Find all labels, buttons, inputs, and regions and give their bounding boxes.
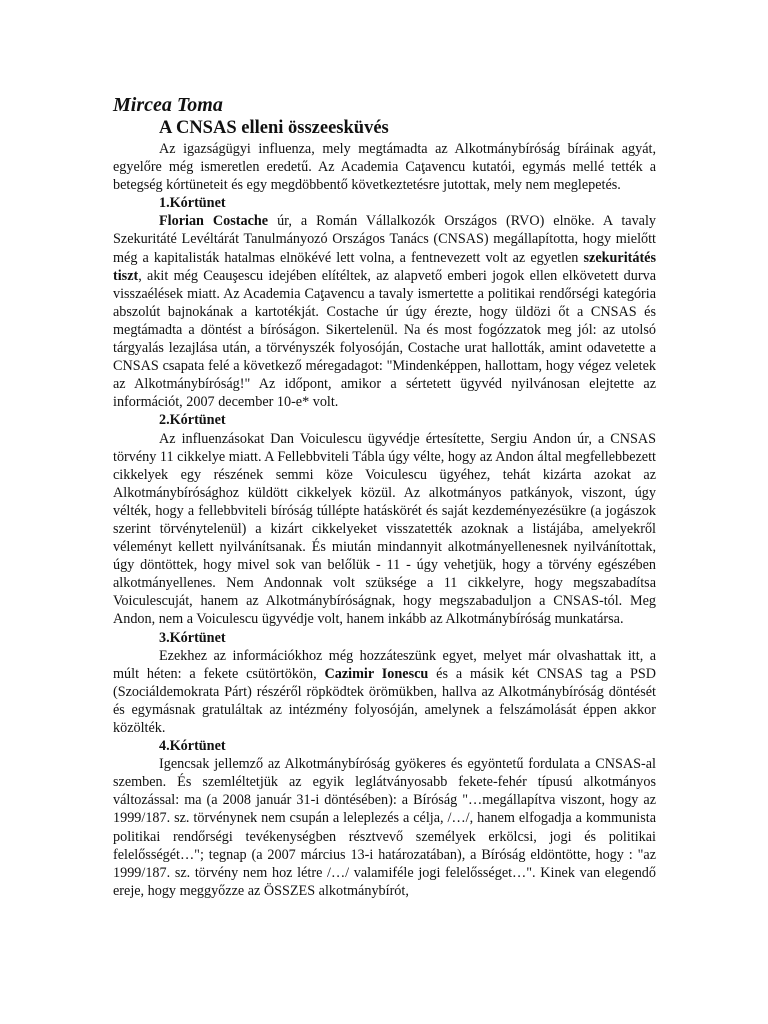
section-paragraph-3 [113,647,656,737]
text-run: Ezekhez az információkhoz még hozzáteszünk egyet, melyet már olvashattak itt, a múlt héten: a fekete csütörtökön, [113,647,656,682]
section-heading-1: 1.Kórtünet [159,195,226,212]
section-paragraph-4: Igencsak jellemző az Alkotmánybíróság gyökeres és egyöntetű fordulata a CNSAS-al szemben. És szemléltetjük az egyik leglátványosabb fekete-fehér típusú alkotmányos változással: ma (a 2008 január 31-i döntésében): a Bíróság "…megállapítva viszont, hogy az 1999/187. sz. törvénynek nem csupán a leleplezés a célja, /…/, hanem elfogadja a kommunista politikai rendőrségi tevékenységben résztvevő személyek erkölcsi, jogi és politikai felelősségét…"; tegnap (a 2007 március 13-i határozatában), a Bíróság eldöntötte, hogy : "az 1999/187. sz. törvény nem hoz létre /…/ valamiféle jogi felelősséget…". Kinek van elegendő ereje, hogy meggyőzze az ÖSSZES alkotmánybírót, [113,756,656,899]
section-heading-3: 3.Kórtünet [159,629,226,646]
text-run: úr, a Román Vállalkozók Országos (RVO) elnöke. A tavaly Szekuritáté Levéltárát Tanulmányozó Országos Tanács (CNSAS) megállapította, hogy mielőtt még a kapitalisták hatalmas elnökévé lett volna, a fentnevezett volt az egyetlen [113,213,656,266]
section-heading-4: 4.Kórtünet [159,738,226,755]
text-run: , akit még Ceauşescu idejében elítéltek, az alapvető emberi jogok ellen elkövetett durva visszaélések miatt. Az Academia Caţavencu a tavaly ismertette a politikai rendőrségi kategória abszolút bajnokának a kartotékját. Costache úr úgy érezte, hogy üldözi őt a CNSAS és megtámadta a döntést a bíróságon. Sikertelenül. Na és most fogózzatok meg jól: az utolsó tárgyalás lezajlása után, a törvényszék folyosóján, Costache urat hallották, amint odavetette a CNSAS csapata felé a következő méregadagot: "Mindenképpen, hallottam, hogy végez veletek az Alkotmánybíróság!" Az időpont, amikor a sértetett ügyvéd nyilvánosan elejtette az információt, 2007 december 10-e* volt. [113,267,656,411]
emphasis-szekuritates-tiszt: szekuritátés tiszt [113,249,656,284]
person-name-costache: Florian Costache [159,213,269,230]
section-paragraph-2: Az influenzásokat Dan Voiculescu ügyvédje értesítette, Sergiu Andon úr, a CNSAS törvény 11 cikkelye miatt. A Fellebbviteli Tábla úgy vélte, hogy az Andon által megfellebbezett cikkelyek egy részének semmi köze Voiculescu ügyéhez, tehát kizárta azokat az Alkotmánybírósághoz küldött cikkelyek közül. Az alkotmányos patkányok, viszont, úgy vélték, hogy a fellebbviteli bíróság túllépte hatáskörét és saját kezdeményezésükre (a jogászok szerint törvénytelenül) a kizárt cikkelyeket visszatették azoknak a listájába, amelyekről véleményt kellett nyilvánítsanak. És miután mindannyit alkotmányellenesnek nyilvánítottak, úgy döntöttek, hogy mivel sok van belőlük - 11 - úgy vehetjük, hogy a törvény egészében alkotmányellenes. Nem Andonnak volt szüksége a 11 cikkelyre, hogy megszabadítsa Voiculescuját, hanem az Alkotmánybíróságnak, hogy megszabaduljon a CNSAS-tól. Meg Andon, nem a Voiculescu ügyvédje volt, hanem inkább az Alkotmánybíróság munkatársa. [113,430,656,628]
document-page [113,93,656,900]
intro-paragraph: Az igazságügyi influenza, mely megtámadta az Alkotmánybíróság bíráinak agyát, egyelőre még ismeretlen eredetű. Az Academia Caţavencu kutatói, egymás mellé tették a betegség kórtüneteit és egy megdöbbentő következtetésre jutottak, mely nem meglepetés. [113,141,656,194]
author-name: Mircea Toma [113,94,223,116]
section-paragraph-1 [113,212,656,411]
text-run: és a másik két CNSAS tag a PSD (Szociáldemokrata Párt) részéről röpködtek örömükben, hallva az Alkotmánybíróság döntését és egymásnak gratuláltak az intézmény folyosóján, amelynek a felszámolását éppen akkor közölték. [113,665,656,736]
article-title: A CNSAS elleni összeesküvés [159,118,389,138]
section-heading-2: 2.Kórtünet [159,412,226,429]
person-name-ionescu: Cazimir Ionescu [324,665,429,682]
